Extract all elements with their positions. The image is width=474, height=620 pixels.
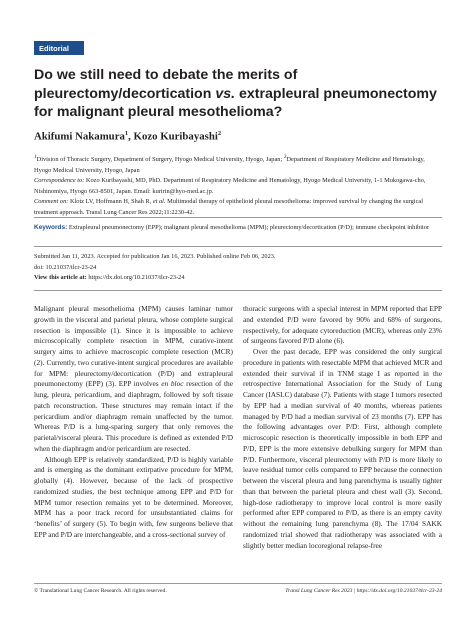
doi: doi: 10.21037/tlcr-23-24: [34, 263, 97, 271]
paragraph-text: resection of the lung, pleura, pericardium, and diaphragm, followed by soft tissue patch reconstruction. These structures may remain intact if the pericardium and/or diaphragm remain unaffected by the tumor. Whereas P/D is a lung-sparing surgery that only removes the parietal/visceral pleura. This procedure is defined as extended P/D when the diaphragm and/or pericardium are resected.: [34, 379, 233, 453]
affil-part: Department of Respiratory Medicine and Hematology, Hyogo Medical University, Hyogo, Japan: [34, 156, 425, 174]
title-part2: extrapleural pneumonectomy for malignant pleural mesothelioma?: [34, 85, 437, 121]
author-separator: ,: [128, 130, 134, 143]
affil-sup: 2: [283, 154, 287, 160]
journal-citation: Transl Lung Cancer Res 2023 | https://dx.doi.org/10.21037/tlcr-23-24: [285, 588, 442, 594]
comment-on: [34, 197, 442, 218]
article-title: [34, 66, 448, 122]
paragraph-text: Malignant pleural mesothelioma (MPM) causes laminar tumor growth in the visceral and parietal pleura, whose complete surgical resection is impossible (1). Since it is impossible to achieve microscopically complete resection in MPM, curative-intent surgery aims to achieve macroscopic complete resection (MCR) (2). Currently, two curative-intent surgical procedures are available for MPM: pleurectomy/decortication (P/D) and extrapleural pneumonectomy (EPP) (3). EPP involves: [34, 304, 233, 389]
body-paragraph: thoracic surgeons with a special interest in MPM reported that EPP and extended P/D were favored by 90% and 68% of surgeons, respectively, for adequate cytoreduction (MCR), whereas only 23% of surgeons favored P/D alone (6).: [243, 304, 442, 346]
divider: [34, 217, 442, 218]
comment-label: Comment on:: [34, 198, 69, 206]
affil-part: Division of Thoracic Surgery, Department of Surgery, Hyogo Medical University, Hyogo, Japan;: [36, 156, 284, 164]
comment-text: Klotz LV, Hoffmann H, Shah R,: [68, 198, 153, 206]
comment-rest: Multimodal therapy of epithelioid pleural mesothelioma: improved survival by changing the surgical treatment approach. Transl Lung Cancer Res 2022;11:2230-42.: [34, 198, 423, 217]
author-list: [34, 130, 448, 143]
correspondence-label: Correspondence to:: [34, 177, 85, 185]
view-label: View this article at:: [34, 274, 87, 282]
view-url-link[interactable]: https://dx.doi.org/10.21037/tlcr-23-24: [86, 274, 185, 282]
keywords-text: Extrapleural pneumonectomy (EPP); malignant pleural mesothelioma (MPM); pleurectomy/decortication (P/D); immune checkpoint inhibitor: [67, 224, 430, 231]
body-paragraph: [34, 304, 233, 455]
affiliations: [34, 152, 442, 176]
submission-info: [34, 252, 442, 284]
keywords-label: Keywords:: [34, 224, 68, 231]
body-paragraph: Over the past decade, EPP was considered the only surgical procedure in patients with resectable MPM that achieved MCR and extended their survival if in TNM stage I as reported in the retrospective International Association for the Study of Lung Cancer (IASLC) database (7). Patients with stage I tumors resected by EPP had a median survival of 40 months, whereas patients managed by P/D had a median survival of 23 months (7). EPP has the following advantages over P/D: First, although complete microscopic resection is theoretically impossible in both EPP and P/D, EPP is the more extensive debulking surgery for MPM than P/D. Furthermore, visceral pleurectomy with P/D is more likely to leave residual tumor cells compared to EPP because the connection between the visceral pleura and lung parenchyma is usually tighter than that between the parietal pleura and chest wall (3). Second, high-dose radiotherapy to improve local control is more easily performed after EPP compared to P/D, as there is an empty cavity without the remaining lung parenchyma (8). The 17/04 SAKK randomized trial showed that radiotherapy was associated with a slightly better median locoregional relapse-free: [243, 347, 442, 550]
affiliations-block: [34, 152, 442, 219]
body-column-left: [34, 304, 233, 541]
author-sup: 2: [217, 130, 222, 137]
affil-sup: 1: [34, 154, 37, 160]
correspondence-text: Kozo Kuribayashi, MD, PhD. Department of Respiratory Medicine and Hematology, Hyogo Medical University, 1-1 Mukogawa-cho, Nishinomiya, Hyogo 663-8501, Japan. Email: kuririn@hyo-med.ac.jp.: [34, 177, 426, 195]
submission-dates: Submitted Jan 11, 2023. Accepted for publication Jan 16, 2023. Published online Feb 06, 2023.: [34, 253, 276, 260]
view-article: [34, 273, 442, 284]
author-name: Akifumi Nakamura: [34, 130, 125, 143]
author-sup: 1: [124, 130, 129, 137]
divider: [34, 290, 442, 291]
paragraph-italic: en bloc: [161, 379, 184, 389]
comment-etal: et al.: [152, 198, 166, 206]
copyright: © Translational Lung Cancer Research. All rights reserved.: [34, 588, 167, 594]
divider: [34, 583, 442, 584]
keywords: [34, 223, 442, 234]
author-name: Kozo Kuribayashi: [133, 130, 218, 143]
body-column-right: [243, 304, 442, 551]
divider: [34, 246, 442, 247]
body-paragraph: Although EPP is relatively standardized, P/D is highly variable and is emerging as the dominant extirpative procedure for MPM, globally (4). However, because of the lack of prospective randomized studies, the best technique among EPP and P/D for MPM tumor resection remains yet to be determined. Moreover, MPM has a poor track record for unsubstantiated claims for ‘benefits’ of surgery (5). To begin with, few surgeons believe that EPP and P/D are interchangeable, and a cross-sectional survey of: [34, 454, 233, 539]
title-vs: vs.: [215, 85, 236, 102]
section-tag: Editorial: [34, 41, 84, 55]
correspondence: [34, 176, 442, 197]
title-part1: Do we still need to debate the merits of pleurectomy/decortication: [34, 67, 298, 102]
